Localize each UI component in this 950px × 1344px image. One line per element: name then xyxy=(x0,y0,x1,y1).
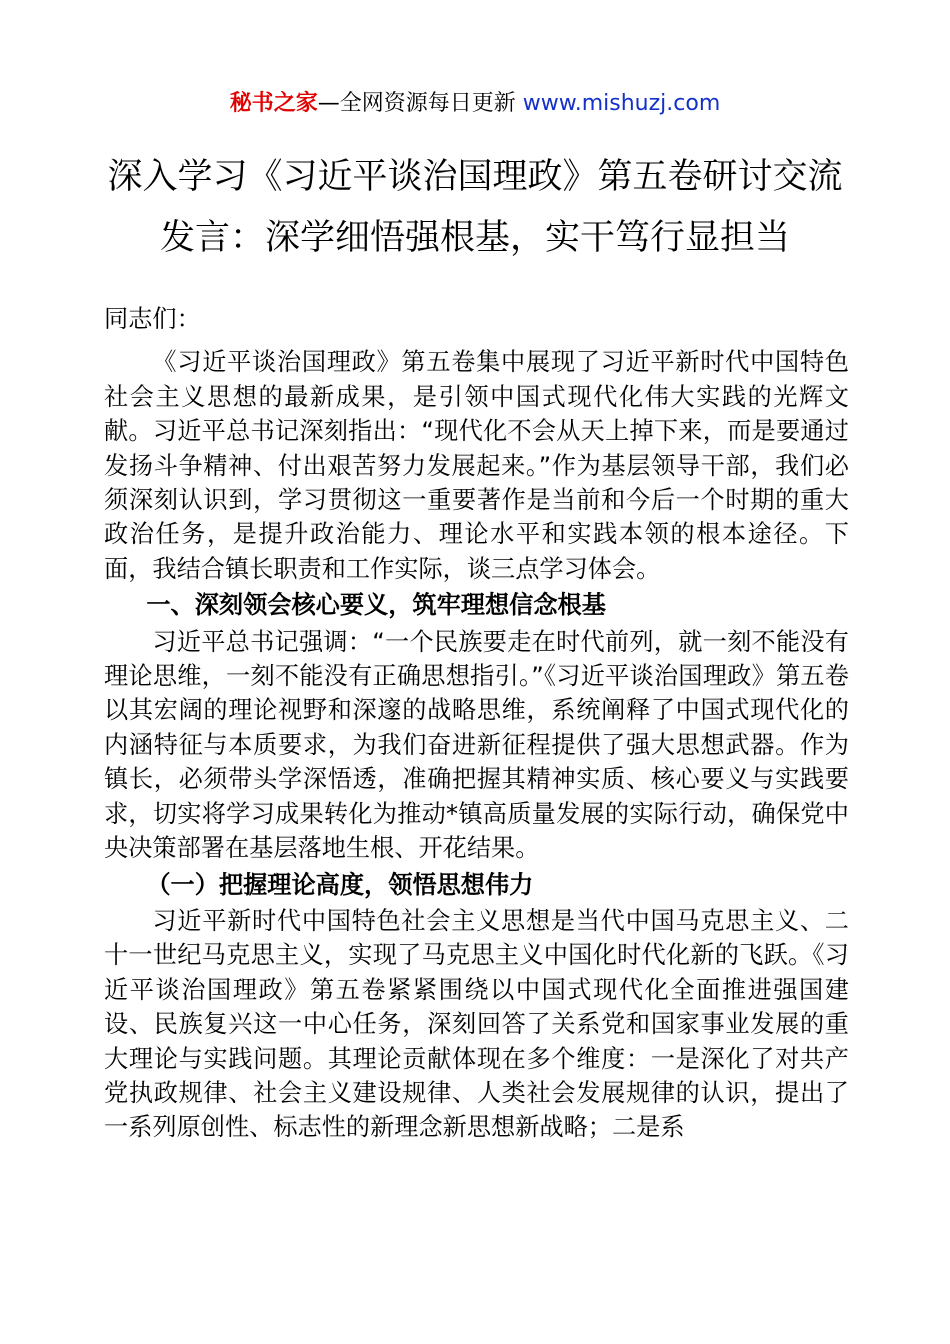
title-line-2: 发言：深学细悟强根基，实干笃行显担当 xyxy=(159,218,790,258)
site-header xyxy=(0,88,950,120)
header-tagline: —全网资源每日更新 xyxy=(317,91,516,116)
brand-name: 秘书之家 xyxy=(229,91,318,116)
paragraph-subsection-1: 习近平新时代中国特色社会主义思想是当代中国马克思主义、二十一世纪马克思主义，实现了马克思主义中国化时代化新的飞跃。《习近平谈治国理政》第五卷紧紧围绕以中国式现代化全面推进强国建设、民族复兴这一中心任务，深刻回答了关系党和国家事业发展的重大理论与实践问题。其理论贡献体现在多个维度：一是深化了对共产党执政规律、社会主义建设规律、人类社会发展规律的认识，提出了一系列原创性、标志性的新理念新思想新战略；二是系 xyxy=(104,906,849,1142)
document-body xyxy=(104,302,849,1146)
subsection-heading-1: （一）把握理论高度，领悟思想伟力 xyxy=(146,870,534,899)
salutation: 同志们： xyxy=(104,305,201,333)
document-title xyxy=(60,147,890,269)
paragraph-section-1: 习近平总书记强调：“一个民族要走在时代前列，就一刻不能没有理论思维，一刻不能没有正确思想指引。”《习近平谈治国理政》第五卷以其宏阔的理论视野和深邃的战略思维，系统阐释了中国式现代化的内涵特征与本质要求，为我们奋进新征程提供了强大思想武器。作为镇长，必须带头学深悟透，准确把握其精神实质、核心要义与实践要求，切实将学习成果转化为推动*镇高质量发展的实际行动，确保党中央决策部署在基层落地生根、开花结果。 xyxy=(104,627,849,863)
section-heading-1: 一、深刻领会核心要义，筑牢理想信念根基 xyxy=(146,591,606,620)
title-line-1: 深入学习《习近平谈治国理政》第五卷研讨交流 xyxy=(107,157,843,197)
site-url-link[interactable]: www.mishuzj.com xyxy=(522,91,721,116)
paragraph-intro: 《习近平谈治国理政》第五卷集中展现了习近平新时代中国特色社会主义思想的最新成果，是引领中国式现代化伟大实践的光辉文献。习近平总书记深刻指出：“现代化不会从天上掉下来，而是要通过发扬斗争精神、付出艰苦努力发展起来。”作为基层领导干部，我们必须深刻认识到，学习贯彻这一重要著作是当前和今后一个时期的重大政治任务，是提升政治能力、理论水平和实践本领的根本途径。下面，我结合镇长职责和工作实际，谈三点学习体会。 xyxy=(104,348,849,583)
